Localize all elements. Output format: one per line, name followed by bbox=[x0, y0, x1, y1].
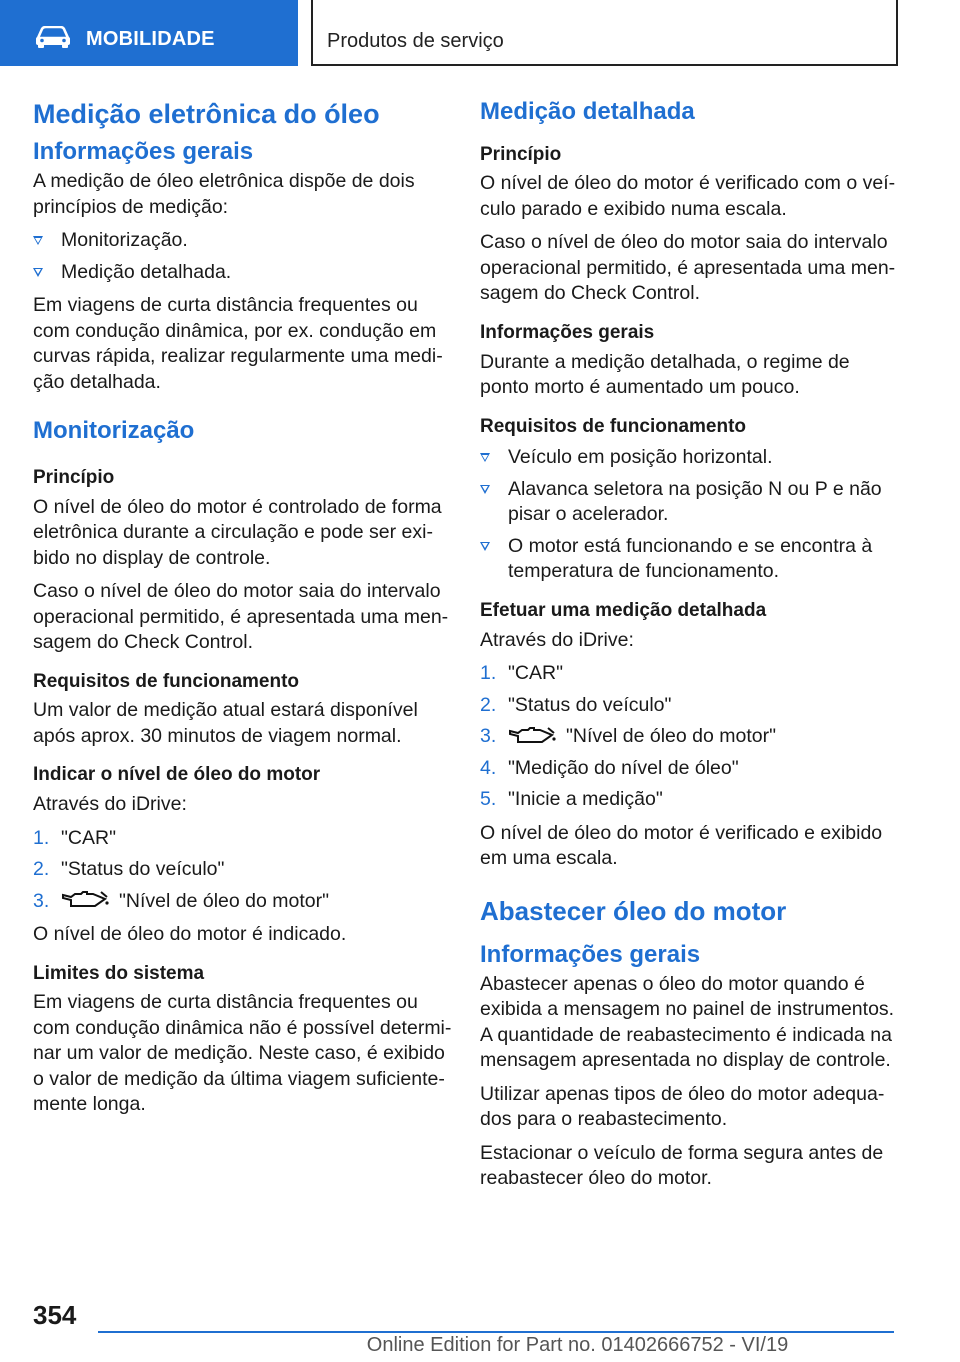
step-item bbox=[33, 889, 453, 915]
step-number: 2. bbox=[480, 693, 497, 716]
triangle-bullet-icon bbox=[480, 453, 490, 462]
heading-requisitos: Requisitos de funcionamento bbox=[480, 415, 747, 437]
step-text: "CAR" bbox=[508, 662, 564, 685]
list-item bbox=[480, 477, 896, 528]
left-column bbox=[33, 98, 453, 1126]
triangle-bullet-icon bbox=[33, 268, 43, 277]
paragraph: O nível de óleo do motor é verificado com o veículo parado e exibido numa escala. bbox=[480, 172, 896, 220]
footer-edition-text: Online Edition for Part no. 01402666752 - VI/19 bbox=[366, 1334, 789, 1356]
step-number: 3. bbox=[480, 725, 497, 748]
tab-section-label: Produtos de serviço bbox=[327, 30, 504, 52]
oil-can-icon bbox=[61, 889, 109, 909]
heading-informacoes-gerais: Informações gerais bbox=[480, 321, 655, 343]
step-item bbox=[480, 787, 896, 813]
paragraph: Utilizar apenas tipos de óleo do motor adequados para o reabastecimento. bbox=[480, 1082, 885, 1131]
list-item bbox=[480, 534, 896, 585]
step-item bbox=[33, 857, 453, 883]
steps-list bbox=[33, 826, 453, 915]
heading-principio: Princípio bbox=[33, 466, 115, 488]
section-title-abastecer-oleo: Abastecer óleo do motor bbox=[480, 895, 787, 926]
list-item-text: Medição detalhada. bbox=[61, 260, 232, 283]
paragraph: A medição de óleo eletrônica dispõe de dois princípios de medição: bbox=[33, 170, 415, 218]
list-item-text: Alavanca seletora na posição N ou P e não pisar o acelerador. bbox=[508, 477, 882, 526]
list-item-text: Veículo em posição horizontal. bbox=[508, 446, 773, 469]
step-item bbox=[480, 756, 896, 782]
tab-mobilidade-label: MOBILIDADE bbox=[86, 28, 215, 50]
bullet-list bbox=[33, 228, 453, 285]
heading-medicao-detalhada: Medição detalhada bbox=[480, 98, 695, 125]
section-title-medicao-eletronica: Medição eletrônica do óleo bbox=[33, 99, 380, 129]
step-text: "Status do veículo" bbox=[508, 693, 672, 716]
paragraph: Caso o nível de óleo do motor saia do intervalo operacional permitido, é apresentada uma mensagem do Check Control. bbox=[480, 231, 896, 305]
step-number: 1. bbox=[33, 826, 50, 849]
steps-list bbox=[480, 661, 896, 813]
paragraph: Em viagens de curta distância frequentes ou com condução dinâmica, por ex. condução em curvas rápida, realizar regularmente uma medição detalhada. bbox=[33, 294, 443, 393]
oil-can-icon bbox=[508, 725, 556, 745]
paragraph: Em viagens de curta distância frequentes ou com condução dinâmica não é possível determinar um valor de medição. Neste caso, é exibido o valor de medição da última viagem suficientemente longa. bbox=[33, 991, 452, 1116]
heading-requisitos: Requisitos de funcionamento bbox=[33, 670, 300, 692]
step-text: "Nível de óleo do motor" bbox=[566, 725, 777, 748]
paragraph: Através do iDrive: bbox=[33, 793, 187, 816]
step-text: "Medição do nível de óleo" bbox=[508, 756, 739, 779]
heading-informacoes-gerais: Informações gerais bbox=[33, 138, 254, 166]
paragraph: Caso o nível de óleo do motor saia do intervalo operacional permitido, é apresentada uma mensagem do Check Control. bbox=[33, 580, 449, 654]
footer-divider bbox=[98, 1331, 894, 1333]
right-column bbox=[480, 98, 896, 1200]
step-number: 1. bbox=[480, 662, 497, 685]
heading-monitorizacao: Monitorização bbox=[33, 417, 195, 445]
heading-principio: Princípio bbox=[480, 143, 562, 165]
paragraph: Durante a medição detalhada, o regime de ponto morto é aumentado um pouco. bbox=[480, 350, 850, 399]
step-text: "CAR" bbox=[61, 826, 117, 849]
triangle-bullet-icon bbox=[33, 236, 43, 245]
list-item bbox=[480, 445, 896, 471]
page-number: 354 bbox=[33, 1300, 77, 1330]
paragraph: Abastecer apenas o óleo do motor quando é exibida a mensagem no painel de instrumentos. A quantidade de reabastecimento é indicada na mensagem apresentada no display de controle. bbox=[480, 972, 895, 1072]
step-number: 3. bbox=[33, 889, 50, 912]
step-item bbox=[480, 693, 896, 719]
footer-edition bbox=[0, 1334, 960, 1357]
tab-mobilidade[interactable] bbox=[0, 0, 298, 66]
step-item bbox=[480, 661, 896, 687]
step-item bbox=[480, 724, 896, 750]
paragraph: Através do iDrive: bbox=[480, 628, 634, 651]
paragraph: O nível de óleo do motor é controlado de forma eletrônica durante a circulação e pode ser exibido no display de controle. bbox=[33, 495, 442, 569]
step-item bbox=[33, 826, 453, 852]
paragraph: Estacionar o veículo de forma segura antes de reabastecer óleo do motor. bbox=[480, 1141, 884, 1190]
heading-indicar-nivel: Indicar o nível de óleo do motor bbox=[33, 764, 321, 786]
car-icon bbox=[34, 26, 72, 48]
step-text: "Nível de óleo do motor" bbox=[119, 889, 330, 912]
tab-section[interactable] bbox=[311, 0, 898, 66]
triangle-bullet-icon bbox=[480, 542, 490, 551]
heading-efetuar-medicao: Efetuar uma medição detalhada bbox=[480, 599, 767, 621]
step-number: 4. bbox=[480, 756, 497, 779]
paragraph: O nível de óleo do motor é verificado e exibido em uma escala. bbox=[480, 821, 883, 870]
step-number: 2. bbox=[33, 858, 50, 881]
step-number: 5. bbox=[480, 788, 497, 811]
bullet-list bbox=[480, 445, 896, 585]
list-item bbox=[33, 228, 453, 254]
triangle-bullet-icon bbox=[480, 485, 490, 494]
paragraph: O nível de óleo do motor é indicado. bbox=[33, 923, 347, 946]
step-text: "Status do veículo" bbox=[61, 858, 225, 881]
heading-informacoes-gerais: Informações gerais bbox=[480, 940, 701, 968]
step-text: "Inicie a medição" bbox=[508, 788, 663, 811]
page-header bbox=[0, 0, 960, 66]
list-item-text: Monitorização. bbox=[61, 229, 188, 252]
paragraph: Um valor de medição atual estará disponível após aprox. 30 minutos de viagem normal. bbox=[33, 699, 418, 747]
list-item-text: O motor está funcionando e se encontra à temperatura de funcionamento. bbox=[508, 534, 873, 583]
heading-limites: Limites do sistema bbox=[33, 962, 205, 984]
list-item bbox=[33, 260, 453, 286]
